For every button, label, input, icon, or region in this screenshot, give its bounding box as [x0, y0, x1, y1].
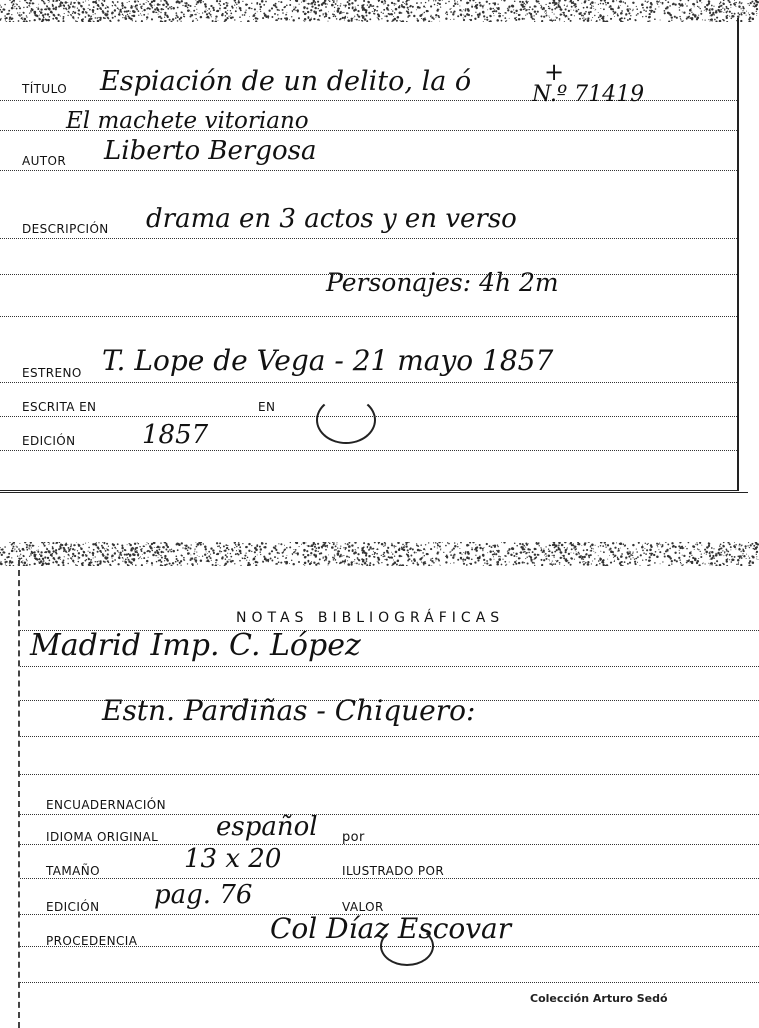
valor-label: VALOR: [342, 900, 384, 914]
edicion2-label: EDICIÓN: [46, 900, 100, 914]
notes-line-2: Estn. Pardiñas - Chiquero:: [102, 694, 476, 727]
descripcion-label: DESCRIPCIÓN: [22, 222, 109, 236]
titulo-value: Espiación de un delito, la ó: [100, 66, 472, 97]
procedencia-label: PROCEDENCIA: [46, 934, 138, 948]
escrita-label: ESCRITA EN: [22, 400, 97, 414]
autor-label: AUTOR: [22, 154, 67, 168]
ilustrado-label: ILUSTRADO POR: [342, 864, 445, 878]
estreno-value: T. Lope de Vega - 21 mayo 1857: [102, 344, 554, 377]
catalog-card-notes: [18, 560, 759, 1028]
descripcion-value: drama en 3 actos y en verso: [146, 204, 517, 234]
tamano-value: 13 x 20: [184, 844, 282, 874]
ink-stamp-2: [380, 926, 434, 966]
tamano-label: TAMAÑO: [46, 864, 100, 878]
idioma-label: IDIOMA ORIGINAL: [46, 830, 159, 844]
card-separator: [0, 492, 748, 493]
catalog-card-main: [0, 18, 739, 491]
titulo-cross: +: [544, 58, 565, 86]
titulo-number: N.º 71419: [532, 82, 645, 107]
collection-credit: Colección Arturo Sedó: [530, 992, 668, 1005]
edicion-value: 1857: [142, 420, 209, 450]
edicion-label: EDICIÓN: [22, 434, 76, 448]
notas-title: NOTAS BIBLIOGRÁFICAS: [236, 610, 505, 626]
idioma-value: español: [216, 812, 318, 842]
notes-line-1: Madrid Imp. C. López: [30, 628, 361, 663]
ink-stamp: [316, 396, 376, 444]
idioma-por-label: por: [342, 830, 365, 845]
autor-value: Liberto Bergosa: [104, 136, 317, 166]
encuadernacion-label: ENCUADERNACIÓN: [46, 798, 167, 812]
titulo-label: TÍTULO: [22, 82, 68, 96]
procedencia-value: Col Díaz Escovar: [270, 912, 512, 945]
titulo-value-2: El machete vitoriano: [66, 108, 309, 134]
escrita-en-label: EN: [258, 400, 276, 414]
edicion2-value: pag. 76: [154, 880, 253, 910]
estreno-label: ESTRENO: [22, 366, 82, 380]
descripcion-value-2: Personajes: 4h 2m: [326, 268, 559, 297]
